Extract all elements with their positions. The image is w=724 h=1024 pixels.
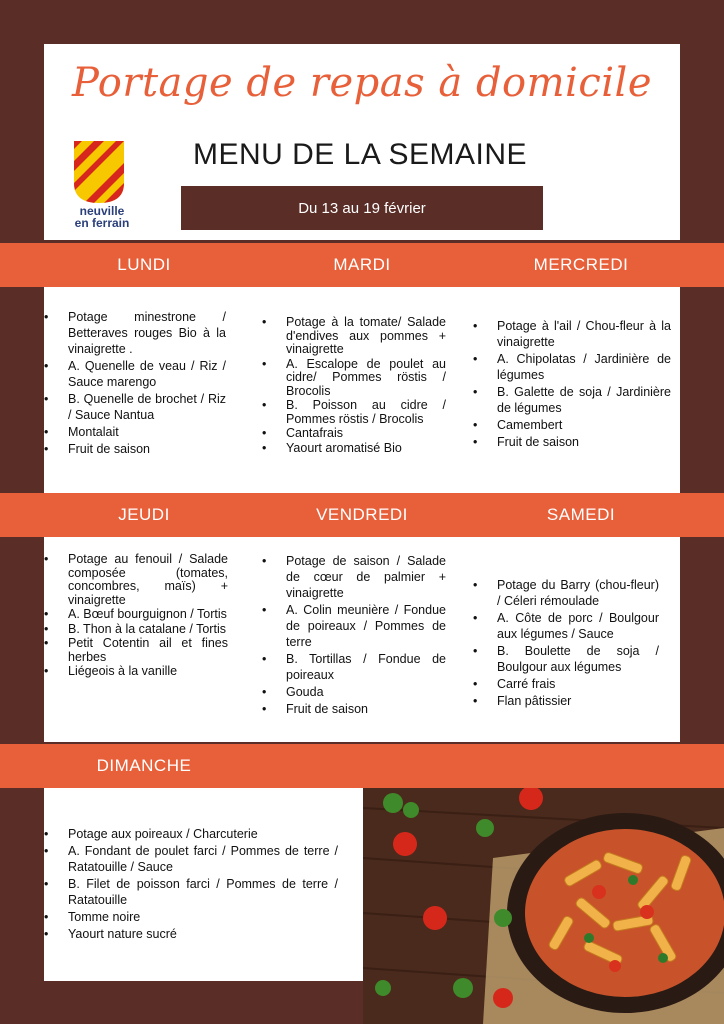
day-label-mardi: MARDI — [333, 255, 391, 274]
menu-item: • A. Bœuf bourguignon / Tortis — [44, 608, 228, 622]
page-title: Portage de repas à domicile — [71, 60, 653, 106]
day-label-lundi: LUNDI — [117, 255, 171, 274]
menu-item: • B. Tortillas / Fondue de poireaux — [262, 651, 446, 683]
menu-item: • Potage de saison / Salade de cœur de palmier + vinaigrette — [262, 553, 446, 601]
menu-item: • B. Thon à la catalane / Tortis — [44, 623, 228, 637]
menu-item: • Liégeois à la vanille — [44, 665, 228, 679]
menu-item: • A. Chipolatas / Jardinière de légumes — [473, 351, 671, 383]
logo-line-2: en ferrain — [74, 216, 130, 230]
menu-item: • Yaourt nature sucré — [44, 926, 338, 942]
menu-item: • A. Fondant de poulet farci / Pommes de terre / Ratatouille / Sauce — [44, 843, 338, 875]
menu-item: • B. Galette de soja / Jardinière de légumes — [473, 384, 671, 416]
menu-item: • Potage aux poireaux / Charcuterie — [44, 826, 338, 842]
day-label-samedi: SAMEDI — [546, 505, 616, 524]
day-label-dimanche: DIMANCHE — [96, 756, 192, 775]
date-range-banner — [181, 186, 543, 230]
week-menu-title: MENU DE LA SEMAINE — [192, 138, 528, 171]
menu-list-lundi — [44, 309, 226, 458]
menu-list-samedi — [473, 577, 659, 710]
menu-item: • Cantafrais — [262, 427, 446, 441]
menu-item: • A. Escalope de poulet au cidre/ Pommes röstis / Brocolis — [262, 358, 446, 399]
menu-list-dimanche — [44, 826, 338, 943]
menu-item: • Fruit de saison — [473, 434, 671, 450]
menu-item: • Potage minestrone / Betteraves rouges Bio à la vinaigrette . — [44, 309, 226, 357]
menu-item: • Potage au fenouil / Salade composée (tomates, concombres, maïs) + vinaigrette — [44, 553, 228, 607]
menu-item: • Potage du Barry (chou-fleur) / Céleri rémoulade — [473, 577, 659, 609]
day-band-row-1 — [0, 243, 724, 287]
town-logo — [74, 141, 124, 203]
day-label-jeudi: JEUDI — [118, 505, 170, 524]
logo-text — [70, 205, 134, 229]
day-band-row-2 — [0, 493, 724, 537]
menu-item: • Tomme noire — [44, 909, 338, 925]
menu-item: • Montalait — [44, 424, 226, 440]
menu-item: • A. Colin meunière / Fondue de poireaux / Pommes de terre — [262, 602, 446, 650]
menu-item: • B. Filet de poisson farci / Pommes de terre / Ratatouille — [44, 876, 338, 908]
menu-item: • Petit Cotentin ail et fines herbes — [44, 637, 228, 664]
logo-line-1: neuville — [79, 204, 125, 218]
menu-list-mardi — [262, 316, 446, 456]
menu-list-mercredi — [473, 318, 671, 451]
menu-list-vendredi — [262, 553, 446, 718]
menu-item: • Fruit de saison — [44, 441, 226, 457]
menu-item: • Potage à la tomate/ Salade d'endives aux pommes + vinaigrette — [262, 316, 446, 357]
date-range-text: Du 13 au 19 février — [298, 199, 426, 217]
menu-item: • Fruit de saison — [262, 701, 446, 717]
day-band-row-3 — [0, 744, 724, 788]
day-label-vendredi: VENDREDI — [316, 505, 408, 524]
menu-item: • B. Quenelle de brochet / Riz / Sauce Nantua — [44, 391, 226, 423]
day-label-mercredi: MERCREDI — [533, 255, 629, 274]
menu-item: • Potage à l'ail / Chou-fleur à la vinaigrette — [473, 318, 671, 350]
pasta-dish-image — [363, 788, 724, 1024]
menu-item: • B. Poisson au cidre / Pommes röstis / Brocolis — [262, 399, 446, 426]
menu-item: • Carré frais — [473, 676, 659, 692]
menu-list-jeudi — [44, 553, 228, 680]
menu-item: • B. Boulette de soja / Boulgour aux légumes — [473, 643, 659, 675]
menu-item: • Yaourt aromatisé Bio — [262, 442, 446, 456]
menu-item: • A. Quenelle de veau / Riz / Sauce marengo — [44, 358, 226, 390]
menu-item: • Gouda — [262, 684, 446, 700]
menu-item: • A. Côte de porc / Boulgour aux légumes / Sauce — [473, 610, 659, 642]
menu-item: • Flan pâtissier — [473, 693, 659, 709]
menu-item: • Camembert — [473, 417, 671, 433]
